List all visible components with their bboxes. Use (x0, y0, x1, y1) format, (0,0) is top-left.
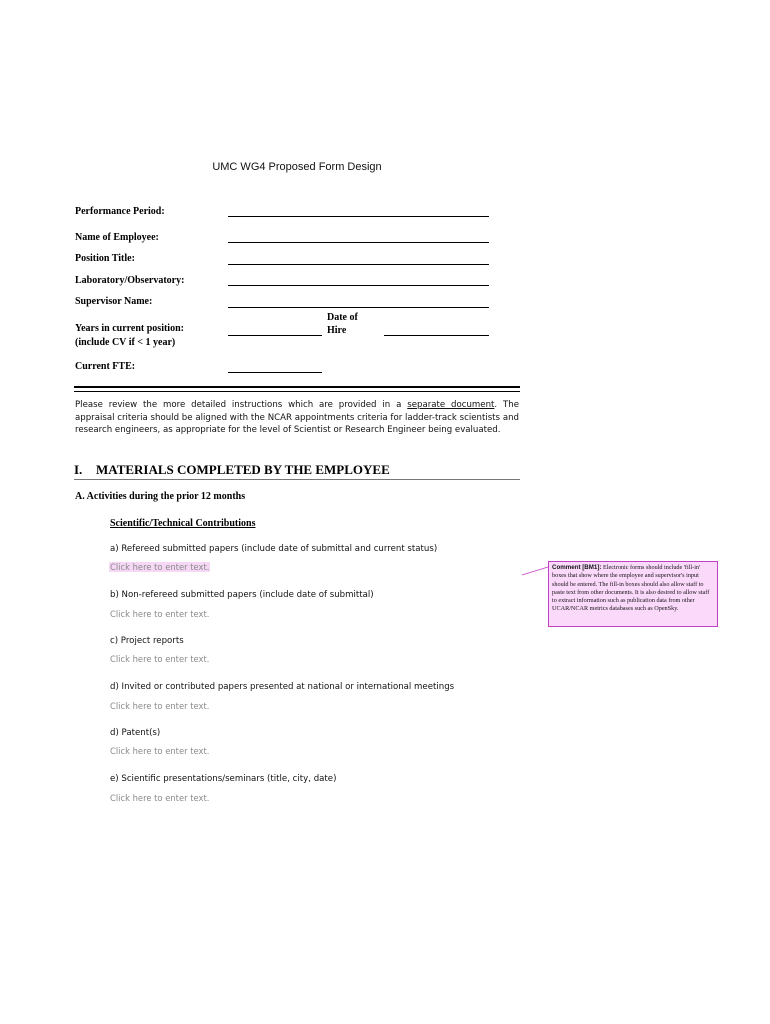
invited-papers-input[interactable]: Click here to enter text. (110, 701, 210, 711)
label-date-of-hire-line1: Date of (327, 312, 358, 323)
group-heading: Scientific/Technical Contributions (110, 518, 256, 529)
section-title: MATERIALS COMPLETED BY THE EMPLOYEE (96, 462, 390, 477)
date-of-hire-field[interactable] (384, 335, 489, 336)
label-position-title: Position Title: (75, 253, 135, 264)
item-label-patents: d) Patent(s) (110, 728, 161, 738)
label-performance-period: Performance Period: (75, 206, 165, 217)
label-years-position (75, 322, 184, 350)
label-years-position-line1: Years in current position: (75, 323, 184, 334)
label-current-fte: Current FTE: (75, 361, 136, 372)
section-heading (74, 462, 520, 480)
patents-input[interactable]: Click here to enter text. (110, 746, 210, 756)
refereed-papers-input[interactable]: Click here to enter text. (110, 562, 210, 572)
item-label-invited-papers: d) Invited or contributed papers presented at national or international meetings (110, 682, 455, 692)
label-date-of-hire-line2: Hire (327, 325, 347, 336)
years-position-field[interactable] (228, 335, 322, 336)
non-refereed-papers-input[interactable]: Click here to enter text. (110, 609, 210, 619)
label-supervisor-name: Supervisor Name: (75, 296, 153, 307)
current-fte-field[interactable] (228, 372, 322, 373)
employee-name-field[interactable] (228, 242, 489, 243)
item-label-project-reports: c) Project reports (110, 636, 184, 646)
performance-period-field[interactable] (228, 216, 489, 217)
comment-author: Comment [BM1]: (552, 564, 602, 571)
instructions-text-end: . The appraisal criteria should be aligned with the NCAR appointments criteria for ladder-track scientists and research engineers, as appropriate for the level of Scientist or Research Engineer being evaluated. (75, 400, 519, 436)
label-years-position-line2: (include CV if < 1 year) (75, 337, 176, 348)
section-number: I. (74, 462, 83, 477)
project-reports-input[interactable]: Click here to enter text. (110, 654, 210, 664)
label-date-of-hire (327, 311, 358, 337)
item-label-presentations: e) Scientific presentations/seminars (title, city, date) (110, 774, 337, 784)
document-header-title: UMC WG4 Proposed Form Design (212, 161, 382, 173)
position-title-field[interactable] (228, 264, 489, 265)
subsection-heading: A. Activities during the prior 12 months (75, 491, 246, 502)
instructions-text-start: Please review the more detailed instructions which are provided in a (75, 400, 408, 410)
comment-balloon[interactable] (548, 561, 718, 627)
comment-text: Electronic forms should include 'fill-in' boxes that show where the employee and supervisor's input should be entered. The fill-in boxes should also allow staff to paste text from other documents. It is also desired to allow staff to extract information such as publication data from other UCAR/NCAR metrics databases such as OpenSky. (552, 564, 710, 613)
laboratory-field[interactable] (228, 285, 489, 286)
item-label-refereed-papers: a) Refereed submitted papers (include date of submittal and current status) (110, 544, 438, 554)
instructions-paragraph (75, 399, 519, 437)
double-rule-divider (74, 386, 520, 392)
item-label-non-refereed-papers: b) Non-refereed submitted papers (include date of submittal) (110, 590, 374, 600)
separate-document-link[interactable]: separate document (407, 400, 495, 410)
supervisor-name-field[interactable] (228, 307, 489, 308)
label-laboratory: Laboratory/Observatory: (75, 275, 185, 286)
presentations-input[interactable]: Click here to enter text. (110, 793, 210, 803)
label-employee-name: Name of Employee: (75, 232, 159, 243)
